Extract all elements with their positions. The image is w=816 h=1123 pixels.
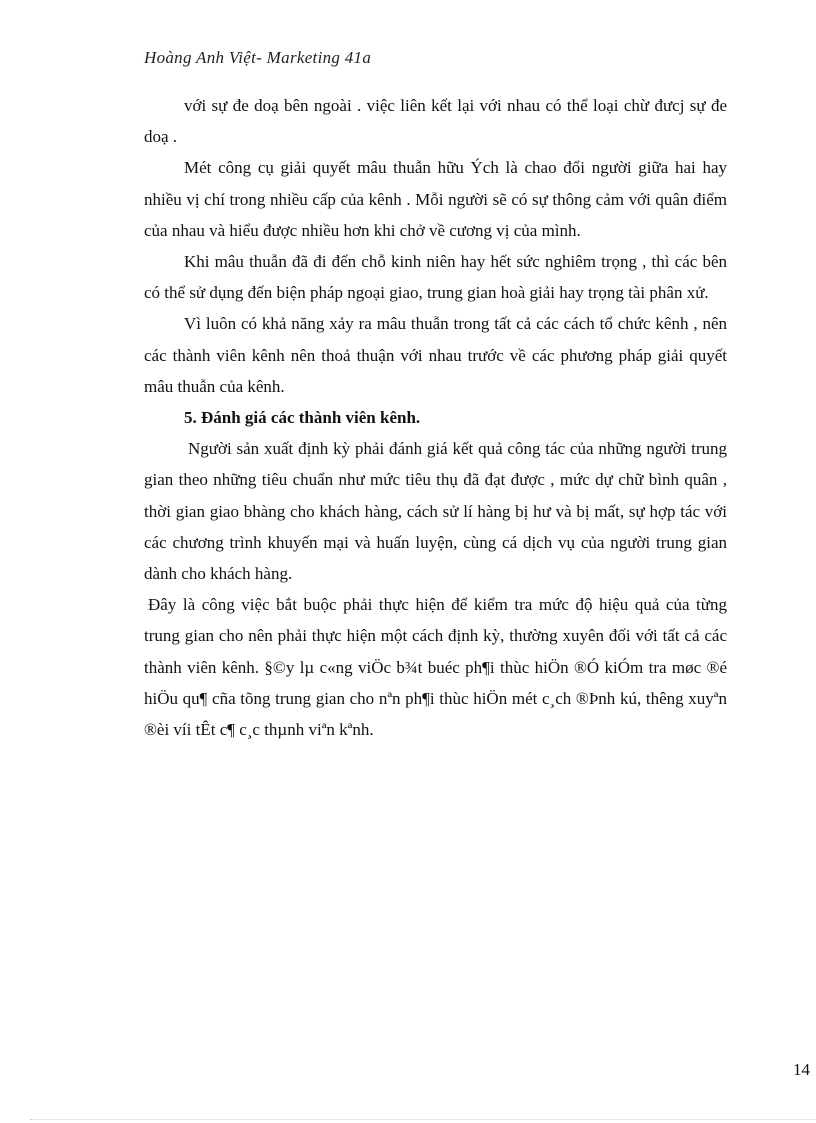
paragraph-exchange-people: Mét công cụ giải quyết mâu thuẫn hữu Ých là chao đổi người giữa hai hay nhiều vị chí trong nhiều cấp của kênh . Mỗi người sẽ có sự thông cảm với quân điểm của nhau và hiểu được nhiều hơn khi chở về cương vị của mình. (144, 158, 727, 240)
paragraph-diplomacy: Khi mâu thuẫn đã đi đến chỗ kinh niên hay hết sức nghiêm trọng , thì các bên có thể sử dụng đến biện pháp ngoại giao, trung gian hoà giải hay trọng tài phân xử. (144, 252, 727, 303)
running-header: Hoàng Anh Việt- Marketing 41a (144, 48, 372, 67)
section-heading-5: 5. Đánh giá các thành viên kênh. (184, 408, 421, 428)
paragraph-agreement: Vì luôn có khả năng xảy ra mâu thuẫn trong tất cả các cách tổ chức kênh , nên các thành viên kênh nên thoả thuận với nhau trước về các phương pháp giải quyết mâu thuẫn của kênh. (144, 314, 727, 396)
paragraph-evaluation: Người sản xuất định kỳ phải đánh giá kết quả công tác của những người trung gian theo những tiêu chuẩn như mức tiêu thụ đã đạt được , mức dự chữ bình quân , thời gian giao bhàng cho khách hàng, cách sử lí hàng bị hư và bị mất, sự hợp tác với các chương trình khuyến mại và huấn luyện, cùng cá dịch vụ của người trung gian dành cho khách hàng. (144, 439, 727, 584)
document-body (144, 90, 727, 745)
paragraph-threat: với sự đe doạ bên ngoài . việc liên kết lại với nhau có thể loại chừ đưcj sự đe doạ . (144, 96, 727, 147)
page-number: 14 (793, 1060, 810, 1079)
paragraph-mandatory-work: Đây là công việc bắt buộc phải thực hiện để kiểm tra mức độ hiệu quả của từng trung gian cho nên phải thực hiện một cách định kỳ, thường xuyên đối với tất cả các thành viên kênh. §©y lµ c«ng viÖc b¾t buéc ph¶i thùc hiÖn ®Ó kiÓm tra møc ®é hiÖu qu¶ cña tõng trung gian cho nªn ph¶i thùc hiÖn mét c¸ch ®Þnh kú, thêng xuyªn ®èi víi tÊt c¶ c¸c thµnh viªn kªnh. (144, 595, 727, 740)
footer-divider (30, 1119, 816, 1120)
